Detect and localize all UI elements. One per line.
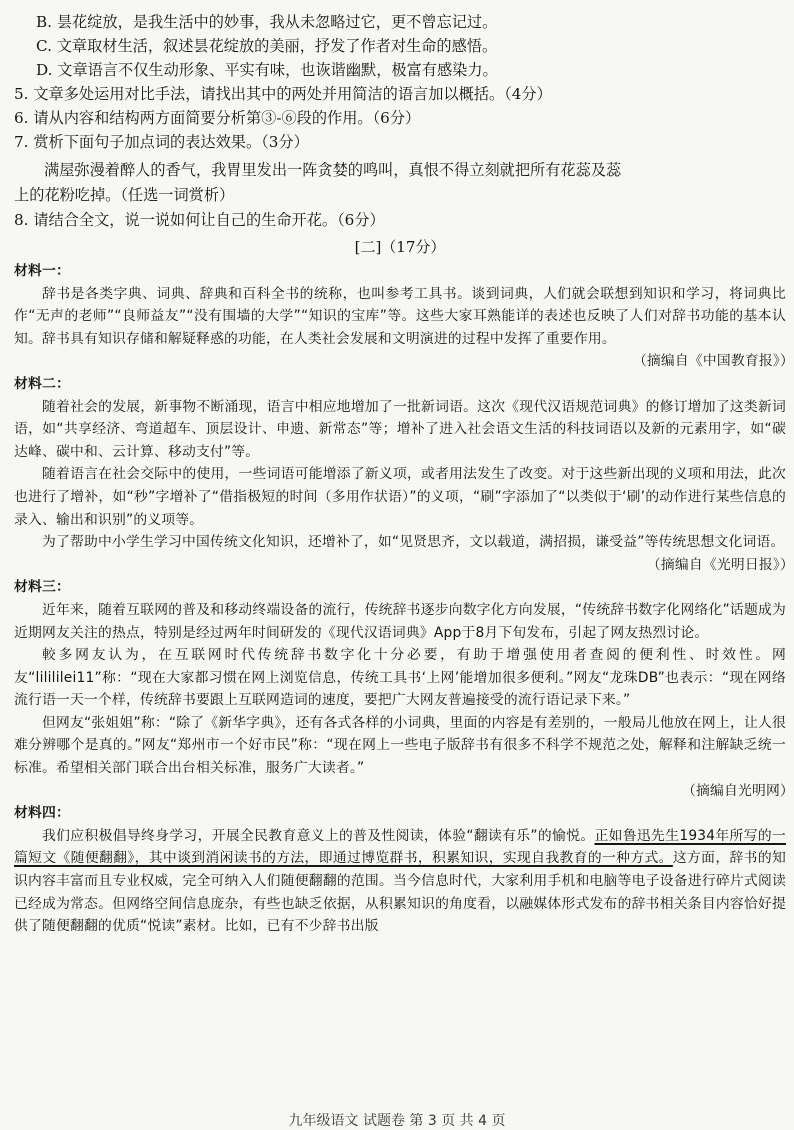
material-1-source: （摘编自《中国教育报》） (632, 353, 794, 370)
material-4 (14, 802, 786, 938)
material-4-heading: 材料四： (14, 805, 70, 822)
question-7-quote (14, 158, 786, 208)
material-2-source: （摘编自《光明日报》） (646, 556, 794, 573)
material-4-underlined-text: 正如鲁迅先生1934年所写的一篇短文《随便翻翻》，其中谈到消闲读书的方法，即通过博览群书，积累知识，实现自我教育的一种方式。 (14, 827, 786, 867)
question-6: 6. 请从内容和结构两方面简要分析第③-⑥段的作用。（6分） (14, 109, 421, 127)
option-c: C. 文章取材生活，叙述昙花绽放的美丽，抒发了作者对生命的感悟。 (36, 37, 498, 55)
material-1-paragraph: 辞书是各类字典、词典、辞典和百科全书的统称，也叫参考工具书。谈到词典，人们就会联想到知识和学习，将词典比作“无声的老师”“良师益友”“没有围墙的大学”“知识的宝库”等。这些大家耳熟能详的表述也反映了人们对辞书功能的基本认知。辞书具有知识存储和解疑释惑的功能，在人类社会发展和文明演进的过程中发挥了重要作用。 (14, 285, 786, 347)
material-3-source: （摘编自光明网） (682, 782, 794, 799)
material-2-paragraph-3: 为了帮助中小学生学习中国传统文化知识，还增补了，如“见贤思齐，文以载道，满招损，谦受益”等传统思想文化词语。 (42, 534, 785, 551)
material-4-paragraph (14, 825, 786, 938)
material-1-heading: 材料一： (14, 263, 70, 279)
question-7: 7. 赏析下面句子加点词的表达效果。（3分） (14, 133, 309, 151)
option-d: D. 文章语言不仅生动形象、平实有味，也诙谐幽默，极富有感染力。 (36, 61, 498, 79)
material-1 (14, 260, 794, 373)
section-title: [二]（17分） (354, 238, 446, 256)
quote-line-2: 上的花粉吃掉。（任选一词赏析） (14, 186, 235, 204)
material-2-paragraph-1: 随着社会的发展，新事物不断涌现，语言中相应地增加了一批新词语。这次《现代汉语规范词典》的修订增加了这类新词语，如“共享经济、弯道超车、顶层设计、申遗、新常态”等；增补了进入社会语文生活的科技词语以及新的元素用字，如“碳达峰、碳中和、云计算、移动支付”等。 (14, 398, 786, 460)
material-2 (14, 373, 794, 576)
material-4-text-a: 我们应积极倡导终身学习，开展全民教育意义上的普及性阅读，体验“翻读有乐”的愉悦。 (42, 827, 595, 844)
question-8: 8. 请结合全文，说一说如何让自己的生命开花。（6分） (14, 211, 385, 229)
material-4-text-b: 这方面，辞书的知识内容丰富而且专业权威，完全可纳入人们随便翻翻的范围。当今信息时代，大家利用手机和电脑等电子设备进行碎片式阅读已经成为常态。但网络空间信息庞杂，有些也缺乏依据，从积累知识的角度看，以融媒体形式发布的辞书相关条目内容恰好提供了随便翻翻的优质“悦读”素材。比如，已有不少辞书出版 (14, 850, 786, 935)
material-3 (14, 576, 794, 802)
material-2-paragraph-2: 随着语言在社会交际中的使用，一些词语可能增添了新义项，或者用法发生了改变。对于这些新出现的义项和用法，此次也进行了增补，如“秒”字增补了“借指极短的时间（多用作状语）”的义项，“刷”字添加了“以类似于‘刷’的动作进行某些信息的录入、输出和识别”的义项等。 (14, 466, 786, 528)
page-footer: 九年级语文 试题卷 第 3 页 共 4 页 (288, 1113, 506, 1129)
question-5: 5. 文章多处运用对比手法，请找出其中的两处并用简洁的语言加以概括。（4分） (14, 85, 552, 103)
material-2-heading: 材料二： (14, 375, 70, 392)
material-3-heading: 材料三： (14, 579, 70, 596)
question-block (14, 10, 786, 232)
material-3-paragraph-1: 近年来，随着互联网的普及和移动终端设备的流行，传统辞书逐步向数字化方向发展，“传统辞书数字化网络化”话题成为近期网友关注的热点，特别是经过两年时间研发的《现代汉语词典》App于8月下旬发布，引起了网友热烈讨论。 (14, 601, 786, 641)
exam-page (14, 10, 794, 938)
material-3-paragraph-2: 較多网友认为，在互联网时代传统辞书数字化十分必要，有助于增强使用者查阅的便利性、时效性。网友“lilililei11”称：“现在大家都习惯在网上浏览信息，传统工具书‘上网’能增加很多便利。”网友“龙珠DB”也表示：“现在网络流行语一天一个样，传统辞书要跟上互联网造词的速度，要把广大网友普遍接受的流行语记录下来。” (14, 647, 786, 709)
option-b: B. 昙花绽放，是我生活中的妙事，我从未忽略过它，更不曾忘记过。 (36, 13, 498, 31)
material-3-paragraph-3: 但网友“张姐姐”称：“除了《新华字典》，还有各式各样的小词典，里面的内容是有差别的，一般局儿他放在网上，让人很难分辨哪个是真的。”网友“郑州市一个好市民”称：“现在网上一些电子版辞书有很多不科学不规范之处，解释和注解缺乏统一标准。希望相关部门联合出台相关标准，服务广大读者。” (14, 714, 786, 777)
quote-line-1: 满屋弥漫着醉人的香气，我胃里发出一阵贪婪的鸣叫，真恨不得立刻就把所有花蕊及蕊 (44, 161, 622, 179)
